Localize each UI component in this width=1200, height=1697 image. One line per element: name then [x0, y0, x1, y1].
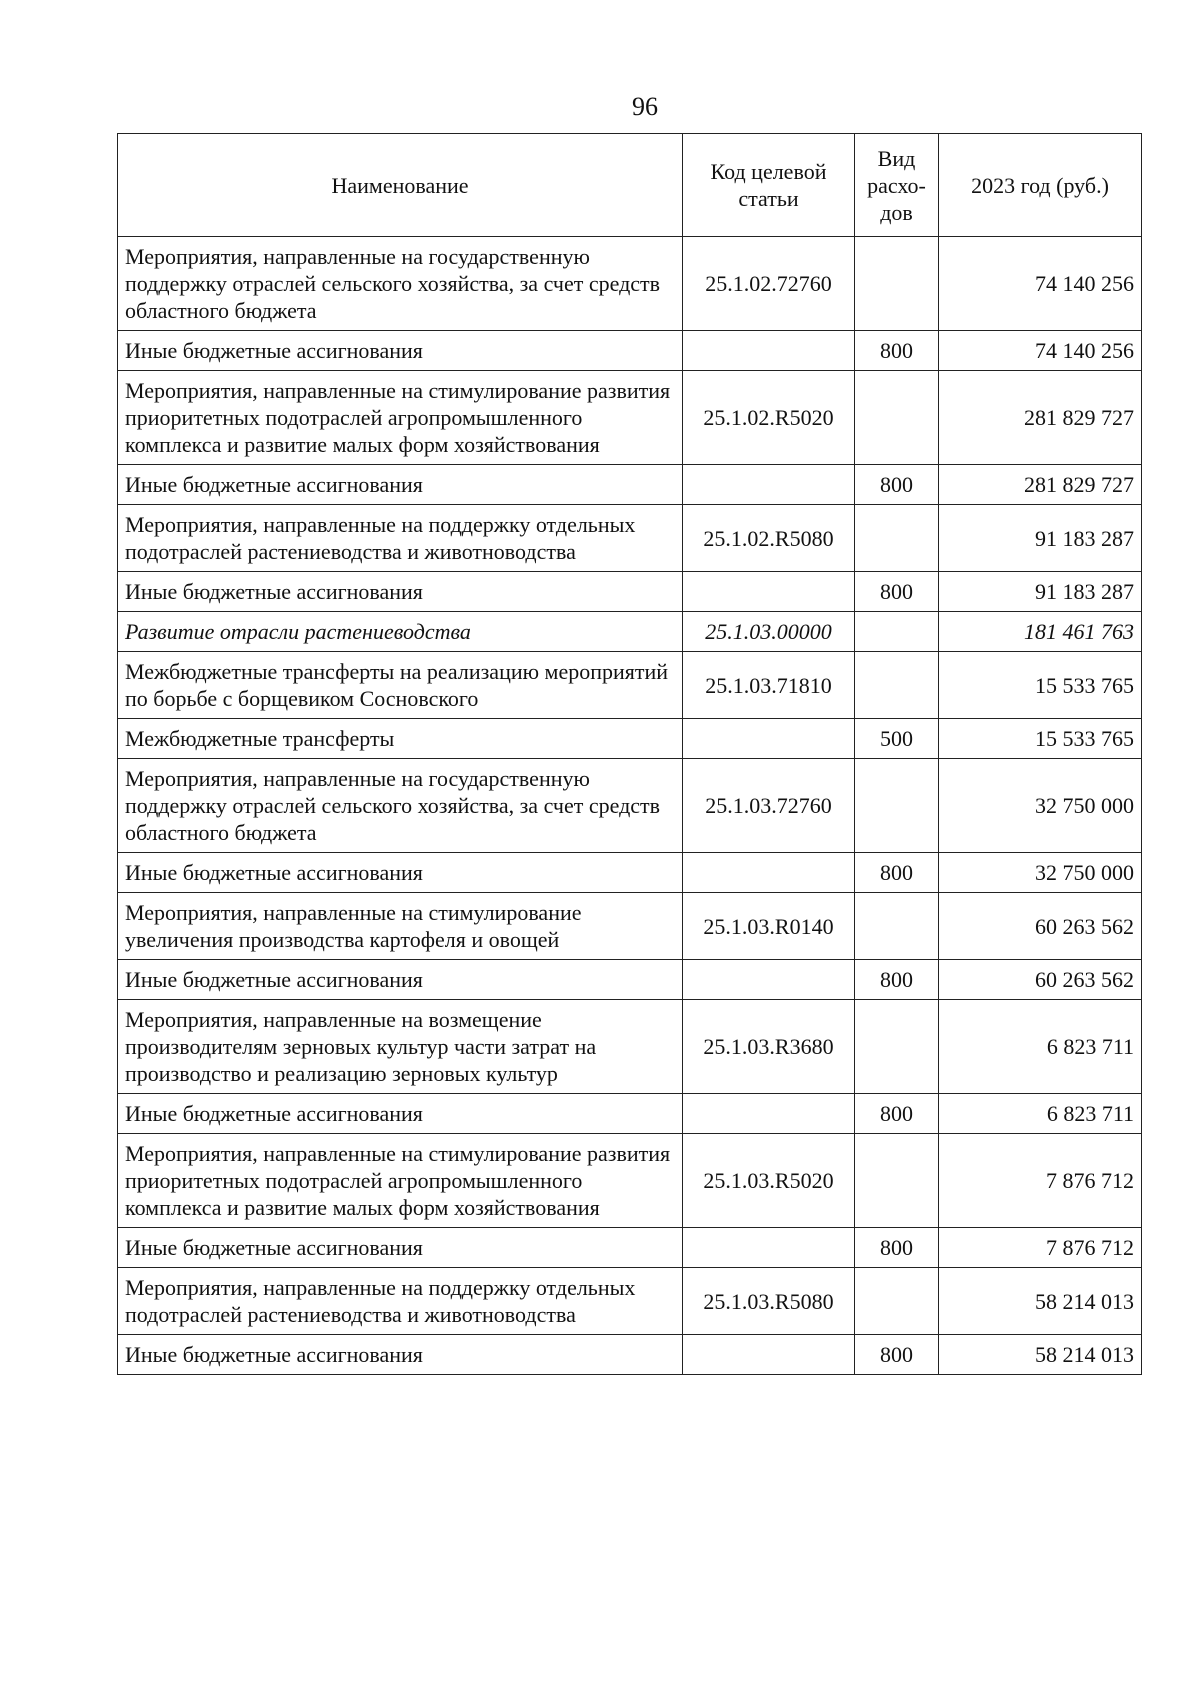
cell-name: Иные бюджетные ассигнования: [118, 1094, 683, 1134]
cell-code: [683, 719, 855, 759]
cell-amount: 7 876 712: [939, 1134, 1142, 1228]
cell-code: 25.1.02.R5080: [683, 505, 855, 572]
cell-name: Мероприятия, направленные на возмещение производителям зерновых культур части затрат на производство и реализацию зерновых культур: [118, 1000, 683, 1094]
cell-name: Мероприятия, направленные на поддержку отдельных подотраслей растениеводства и животноводства: [118, 1268, 683, 1335]
cell-kind: [855, 237, 939, 331]
table-row: [118, 572, 1142, 612]
cell-name: Иные бюджетные ассигнования: [118, 465, 683, 505]
cell-kind: [855, 759, 939, 853]
table-row: [118, 1268, 1142, 1335]
table-row: [118, 652, 1142, 719]
cell-name: Мероприятия, направленные на государственную поддержку отраслей сельского хозяйства, за счет средств областного бюджета: [118, 759, 683, 853]
cell-amount: 32 750 000: [939, 853, 1142, 893]
table-row: [118, 1335, 1142, 1375]
table-row: [118, 237, 1142, 331]
cell-code: 25.1.03.71810: [683, 652, 855, 719]
cell-name: Мероприятия, направленные на стимулирование увеличения производства картофеля и овощей: [118, 893, 683, 960]
cell-kind: 800: [855, 853, 939, 893]
cell-name: Мероприятия, направленные на поддержку отдельных подотраслей растениеводства и животноводства: [118, 505, 683, 572]
budget-table: [117, 133, 1142, 1375]
table-row: [118, 1094, 1142, 1134]
cell-code: 25.1.02.72760: [683, 237, 855, 331]
cell-amount: 74 140 256: [939, 331, 1142, 371]
cell-code: 25.1.03.R3680: [683, 1000, 855, 1094]
cell-code: 25.1.02.R5020: [683, 371, 855, 465]
cell-kind: 500: [855, 719, 939, 759]
cell-kind: [855, 1134, 939, 1228]
cell-kind: 800: [855, 331, 939, 371]
cell-amount: 181 461 763: [939, 612, 1142, 652]
cell-kind: [855, 893, 939, 960]
header-kind: Вид расхо-дов: [855, 134, 939, 237]
cell-amount: 58 214 013: [939, 1268, 1142, 1335]
cell-code: 25.1.03.00000: [683, 612, 855, 652]
cell-code: [683, 1228, 855, 1268]
cell-amount: 60 263 562: [939, 960, 1142, 1000]
page-number: 96: [632, 92, 658, 121]
cell-kind: [855, 1268, 939, 1335]
cell-kind: [855, 1000, 939, 1094]
table-row: [118, 719, 1142, 759]
cell-code: 25.1.03.R5020: [683, 1134, 855, 1228]
cell-name: Иные бюджетные ассигнования: [118, 1335, 683, 1375]
cell-kind: [855, 371, 939, 465]
cell-code: [683, 1094, 855, 1134]
cell-code: [683, 572, 855, 612]
header-code: Код целевой статьи: [683, 134, 855, 237]
cell-amount: 15 533 765: [939, 719, 1142, 759]
cell-code: [683, 331, 855, 371]
header-amount: 2023 год (руб.): [939, 134, 1142, 237]
cell-kind: 800: [855, 465, 939, 505]
cell-code: [683, 960, 855, 1000]
cell-amount: 91 183 287: [939, 505, 1142, 572]
cell-amount: 6 823 711: [939, 1094, 1142, 1134]
cell-name: Развитие отрасли растениеводства: [118, 612, 683, 652]
table-row: [118, 465, 1142, 505]
cell-name: Межбюджетные трансферты на реализацию мероприятий по борьбе с борщевиком Сосновского: [118, 652, 683, 719]
cell-amount: 7 876 712: [939, 1228, 1142, 1268]
table-row: [118, 331, 1142, 371]
cell-amount: 60 263 562: [939, 893, 1142, 960]
table-row: [118, 960, 1142, 1000]
cell-name: Межбюджетные трансферты: [118, 719, 683, 759]
cell-code: 25.1.03.R5080: [683, 1268, 855, 1335]
cell-code: [683, 1335, 855, 1375]
cell-code: 25.1.03.R0140: [683, 893, 855, 960]
cell-code: [683, 465, 855, 505]
table-row: [118, 759, 1142, 853]
cell-kind: 800: [855, 960, 939, 1000]
cell-name: Иные бюджетные ассигнования: [118, 960, 683, 1000]
table-row: [118, 371, 1142, 465]
cell-name: Мероприятия, направленные на стимулирование развития приоритетных подотраслей агропромышленного комплекса и развитие малых форм хозяйствования: [118, 371, 683, 465]
cell-amount: 74 140 256: [939, 237, 1142, 331]
cell-amount: 281 829 727: [939, 371, 1142, 465]
cell-amount: 32 750 000: [939, 759, 1142, 853]
cell-kind: 800: [855, 572, 939, 612]
cell-amount: 91 183 287: [939, 572, 1142, 612]
table-row: [118, 1000, 1142, 1094]
table-body: [118, 237, 1142, 1375]
cell-name: Иные бюджетные ассигнования: [118, 1228, 683, 1268]
table-row: [118, 893, 1142, 960]
cell-kind: [855, 612, 939, 652]
cell-name: Иные бюджетные ассигнования: [118, 331, 683, 371]
cell-amount: 6 823 711: [939, 1000, 1142, 1094]
cell-kind: [855, 652, 939, 719]
cell-amount: 15 533 765: [939, 652, 1142, 719]
cell-kind: [855, 505, 939, 572]
cell-name: Иные бюджетные ассигнования: [118, 572, 683, 612]
table-row: [118, 1134, 1142, 1228]
cell-name: Мероприятия, направленные на государственную поддержку отраслей сельского хозяйства, за счет средств областного бюджета: [118, 237, 683, 331]
header-name: Наименование: [118, 134, 683, 237]
cell-code: 25.1.03.72760: [683, 759, 855, 853]
table-row: [118, 853, 1142, 893]
cell-kind: 800: [855, 1335, 939, 1375]
table-row: [118, 1228, 1142, 1268]
cell-name: Мероприятия, направленные на стимулирование развития приоритетных подотраслей агропромышленного комплекса и развитие малых форм хозяйствования: [118, 1134, 683, 1228]
cell-code: [683, 853, 855, 893]
cell-name: Иные бюджетные ассигнования: [118, 853, 683, 893]
cell-amount: 281 829 727: [939, 465, 1142, 505]
cell-kind: 800: [855, 1228, 939, 1268]
table-row: [118, 612, 1142, 652]
table-header-row: [118, 134, 1142, 237]
table-row: [118, 505, 1142, 572]
cell-kind: 800: [855, 1094, 939, 1134]
cell-amount: 58 214 013: [939, 1335, 1142, 1375]
